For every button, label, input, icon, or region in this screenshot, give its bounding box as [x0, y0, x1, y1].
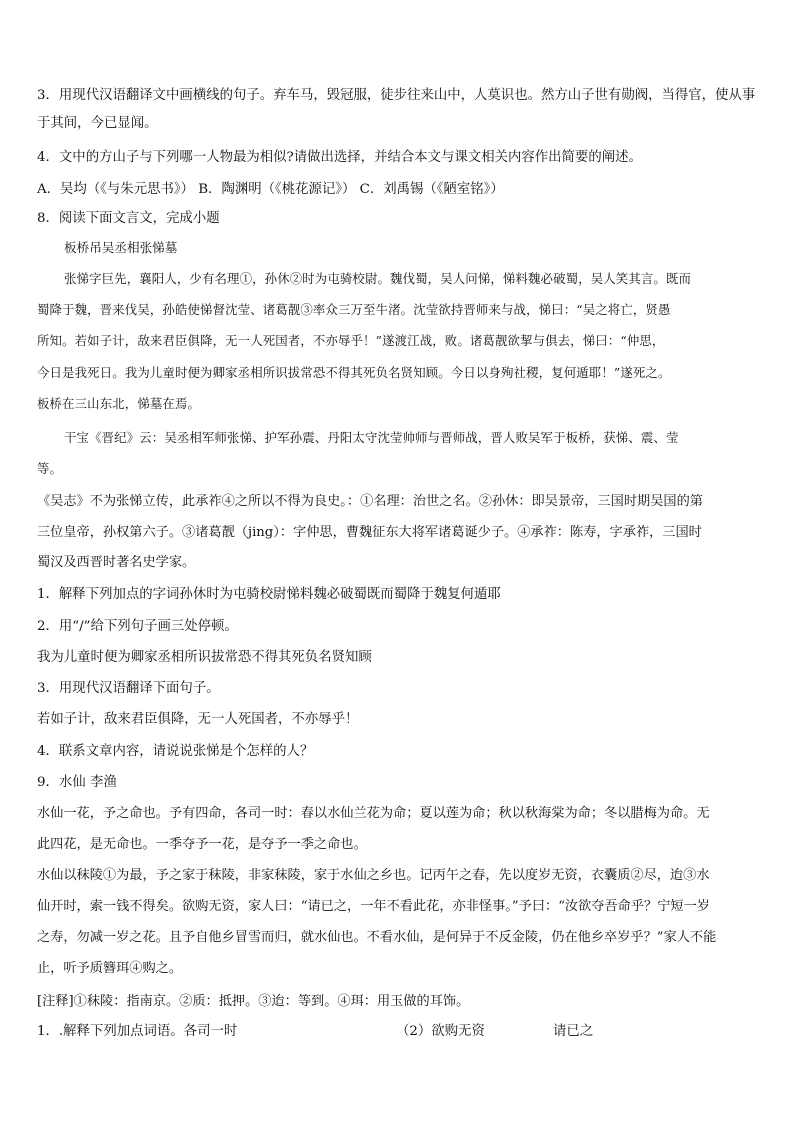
poem-line: 此四花，是无命也。一季夺予一花，是夺予一季之命也。: [37, 837, 367, 852]
section9-heading: 9．水仙 李渔: [37, 775, 117, 790]
s8-question-1: 1．解释下列加点的字词孙休时为屯骑校尉悌料魏必破蜀既而蜀降于魏复何遁耶: [37, 587, 501, 602]
passage-line: 蜀降于魏，晋来伐吴，孙皓使悌督沈莹、诸葛靓③率众三万至牛渚。沈莹欲持晋师来与战，悌曰：“吴之将亡，贤愚: [37, 302, 671, 317]
notes-line: 三位皇帝，孙权第六子。③诸葛靓（jing）：字仲思，曹魏征东大将军诸葛诞少子。④承祚：陈寿，字承祚，三国时: [37, 525, 702, 540]
q4-options: A．吴均（《与朱元思书》） B．陶渊明（《桃花源记》） C．刘禹锡（《陋室铭》）: [37, 182, 504, 197]
passage-line: 板桥在三山东北，悌墓在焉。: [37, 396, 201, 411]
s9-question-1b: （2）欲购无资: [396, 1024, 485, 1039]
s8-question-4: 4．联系文章内容，请说说张悌是个怎样的人？: [37, 744, 314, 759]
passage-line: 张悌字巨先，襄阳人，少有名理①，孙休②时为屯骑校尉。魏伐蜀，吴人问悌，悌料魏必破蜀，吴人笑其言。既而: [64, 271, 692, 286]
notes-line: 蜀汉及西晋时著名史学家。: [37, 555, 196, 570]
s8-question-3: 3．用现代汉语翻译下面句子。: [37, 681, 220, 696]
s8-question-2: 2．用“/”给下列句子画三处停顿。: [37, 619, 238, 634]
s8-question-2-sentence: 我为儿童时便为卿家丞相所识拔常恐不得其死负名贤知顾: [37, 650, 372, 665]
passage-line: 等。: [37, 461, 63, 476]
section8-heading: 8．阅读下面文言文，完成小题: [37, 211, 220, 226]
q3-line2: 于其间，今已显闻。: [37, 116, 158, 131]
s9-question-1c: 请已之: [553, 1024, 594, 1039]
passage-line: 干宝《晋纪》云：吴丞相军师张悌、护军孙震、丹阳太守沈莹帅师与晋师战，晋人败吴军于板桥，获悌、震、莹: [64, 430, 679, 445]
q4-question: 4．文中的方山子与下列哪一人物最为相似?请做出选择，并结合本文与课文相关内容作出简要的阐述。: [37, 150, 642, 165]
poem-line: 仙开时，索一钱不得矣。欲购无资，家人曰：“请已之，一年不看此花，亦非怪事。”予曰：“汝欲夺吾命乎？宁短一岁: [37, 899, 710, 914]
poem-line: 水仙一花，予之命也。予有四命，各司一时：春以水仙兰花为命；夏以莲为命；秋以秋海棠为命；冬以腊梅为命。无: [37, 806, 710, 821]
s9-notes: [注释]①秣陵：指南京。②质：抵押。③迨：等到。④珥：用玉做的耳饰。: [37, 994, 470, 1009]
poem-line: 水仙以秣陵①为最，予之家于秣陵，非家秣陵，家于水仙之乡也。记丙午之春，先以度岁无资，衣囊质②尽，迨③水: [37, 868, 710, 883]
q3-line1: 3．用现代汉语翻译文中画横线的句子。弃车马，毁冠服，徒步往来山中，人莫识也。然方山子世有勋阀，当得官，使从事: [37, 88, 756, 103]
s8-question-3-sentence: 若如子计，敌来君臣俱降，无一人死国者，不亦辱乎！: [37, 712, 359, 727]
notes-line: 《吴志》不为张悌立传，此承祚④之所以不得为良史。：①名理：治世之名。②孙休：即吴景帝，三国时期吴国的第: [37, 494, 703, 509]
section8-title: 板桥吊吴丞相张悌墓: [64, 240, 178, 255]
passage-line: 所知。若如子计，敌来君臣俱降，无一人死国者，不亦辱乎！”遂渡江战，败。诸葛靓欲挈与俱去，悌曰：“仲思，: [37, 333, 665, 348]
poem-line: 止，听予质簪珥④购之。: [37, 961, 183, 976]
poem-line: 之寿，勿减一岁之花。且予自他乡冒雪而归，就水仙也。不看水仙，是何异于不反金陵，仍在他乡卒岁乎？”家人不能: [37, 930, 717, 945]
s9-question-1a: 1．.解释下列加点词语。各司一时: [37, 1024, 238, 1039]
passage-line: 今日是我死日。我为儿童时便为卿家丞相所识拔常恐不得其死负名贤知顾。今日以身殉社稷，复何遁耶！”遂死之。: [37, 365, 671, 380]
